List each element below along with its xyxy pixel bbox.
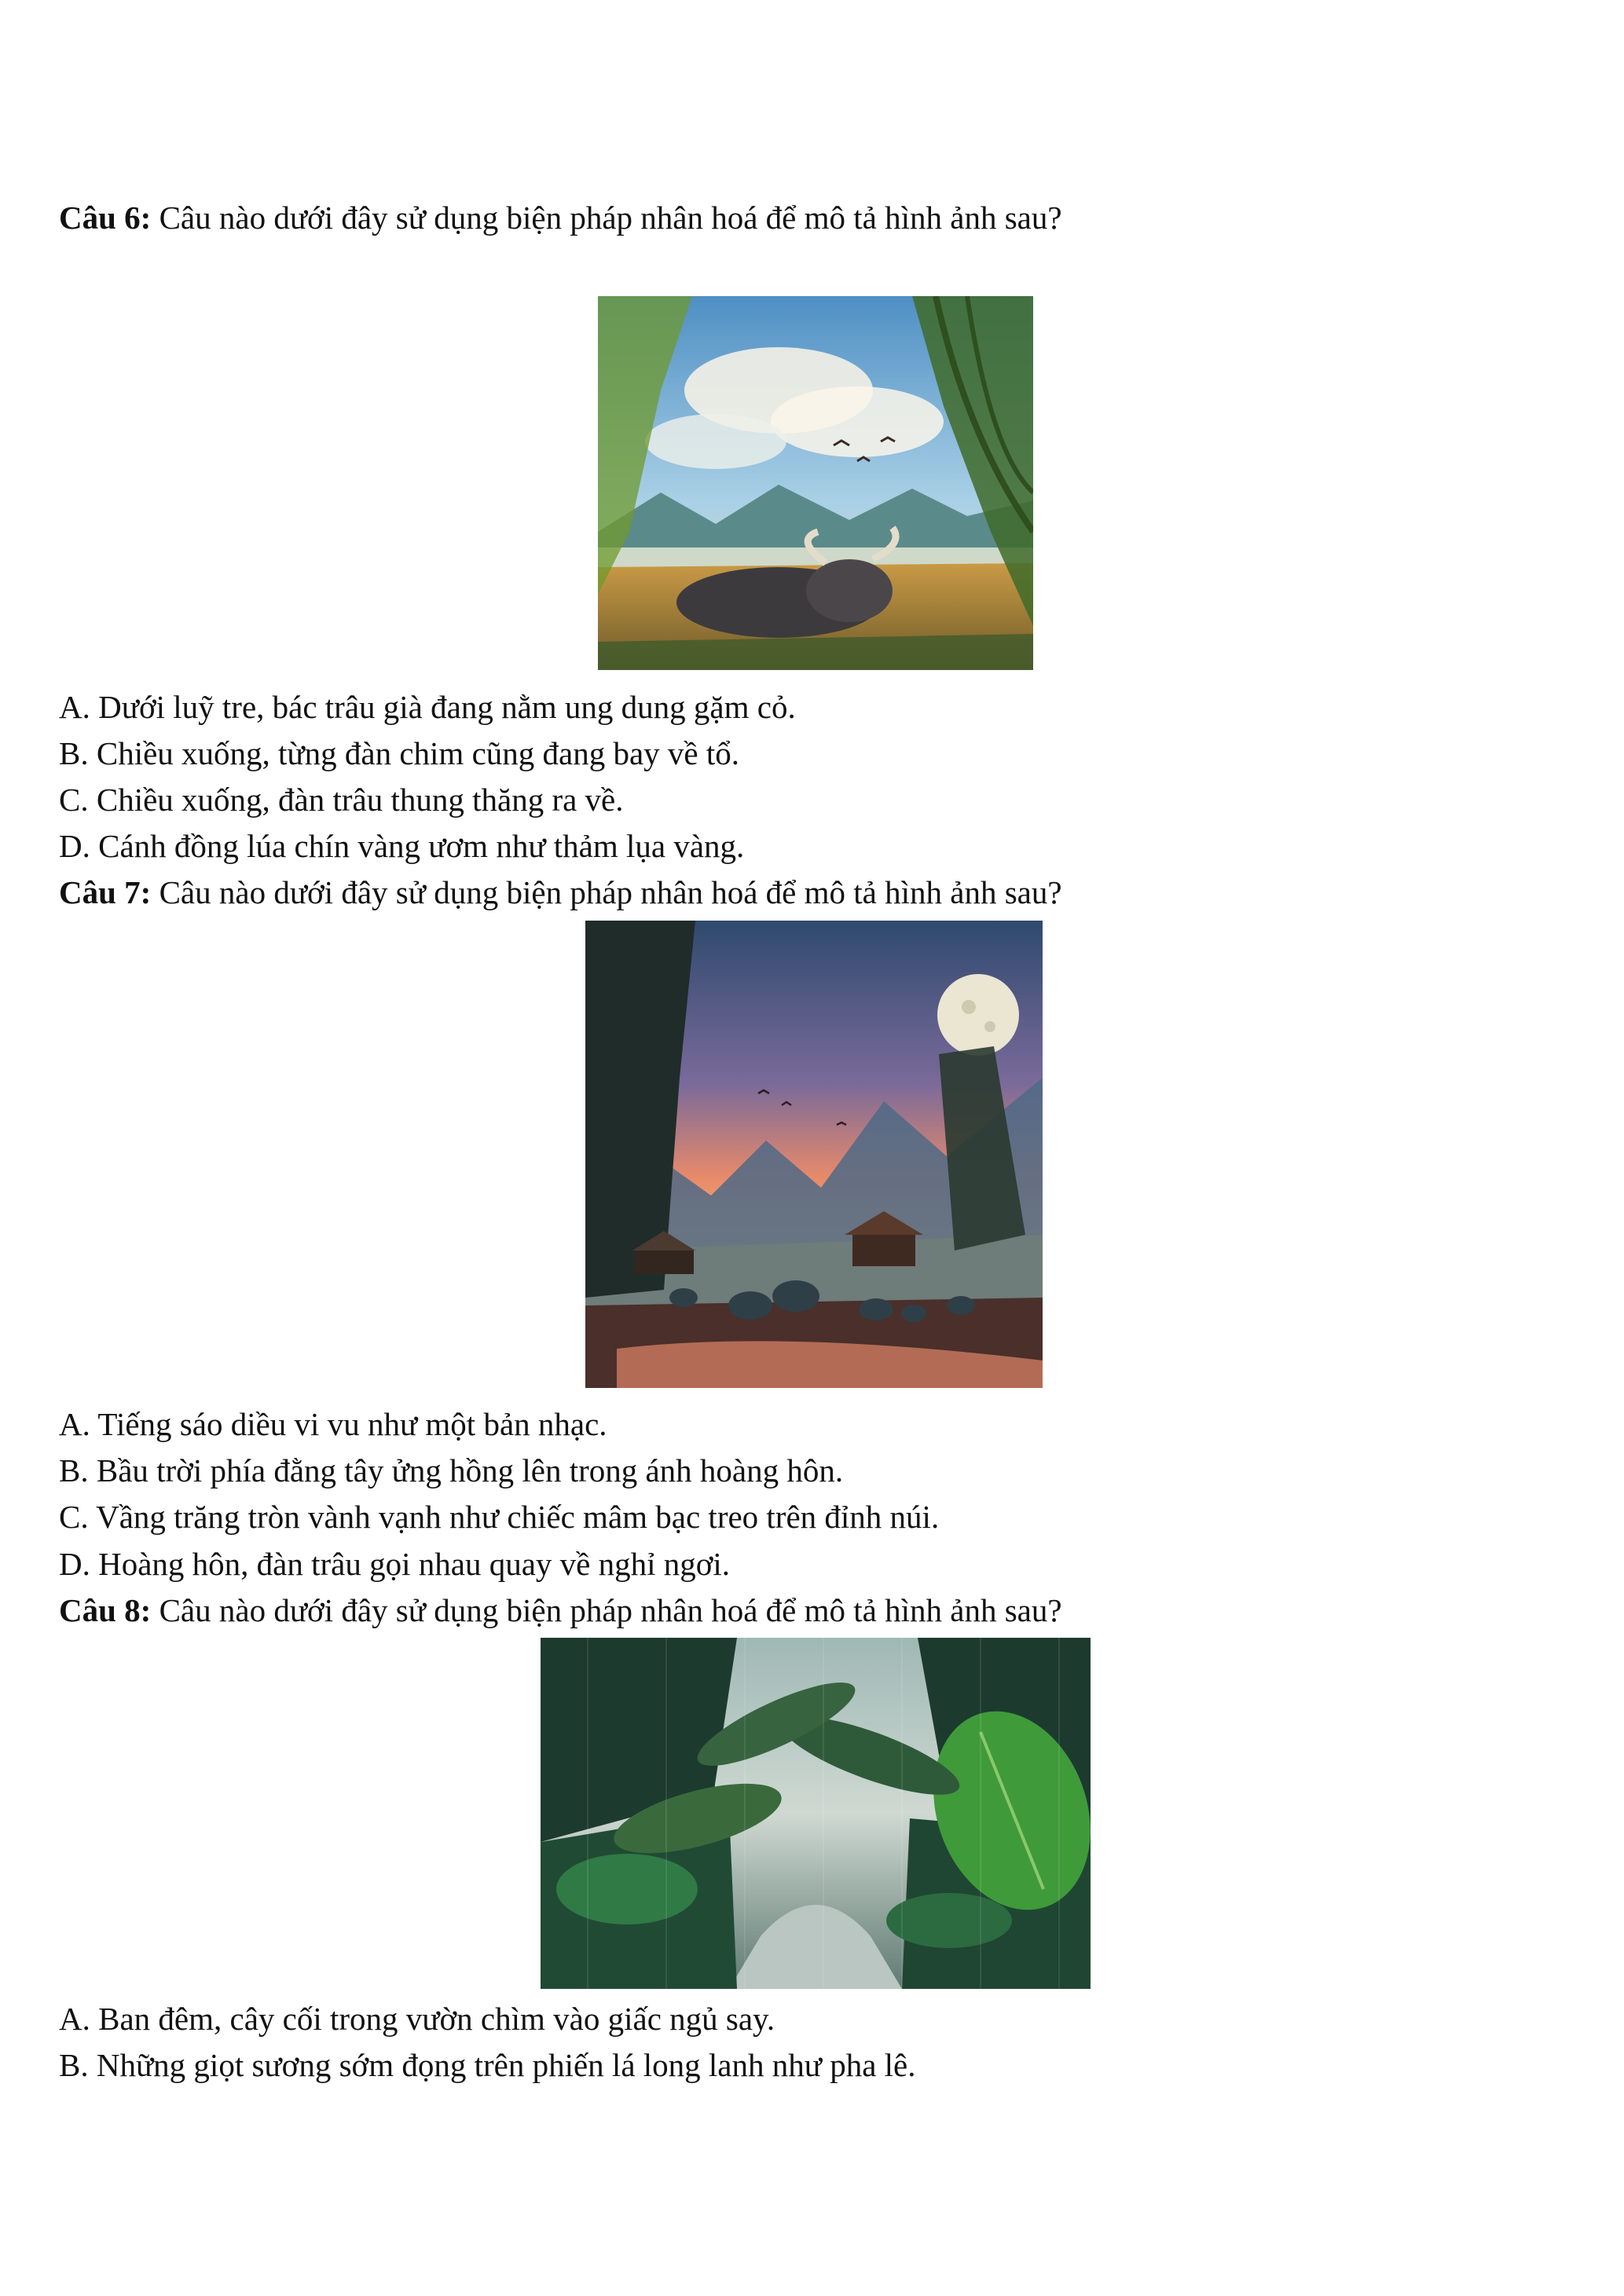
question-7-option-b: B. Bầu trời phía đằng tây ửng hồng lên trong ánh hoàng hôn.: [59, 1452, 844, 1489]
question-6-option-b: B. Chiều xuống, từng đàn chim cũng đang bay về tổ.: [59, 735, 740, 771]
question-8-option-b: B. Những giọt sương sớm đọng trên phiến lá long lanh như pha lê.: [59, 2047, 916, 2083]
question-7-number: Câu 7:: [59, 874, 152, 910]
question-7-option-d: D. Hoàng hôn, đàn trâu gọi nhau quay về nghỉ ngơi.: [59, 1546, 731, 1582]
buffalo-sunset-moon-image: [585, 921, 1043, 1388]
question-6-prompt: Câu nào dưới đây sử dụng biện pháp nhân hoá để mô tả hình ảnh sau?: [151, 200, 1062, 236]
buffalo-resting-image: [598, 296, 1033, 670]
question-7-heading: [59, 873, 1062, 912]
question-6-option-d: D. Cánh đồng lúa chín vàng ươm như thảm lụa vàng.: [59, 828, 745, 864]
question-7-option-a: A. Tiếng sáo diều vi vu như một bản nhạc.: [59, 1406, 607, 1442]
question-8-heading: [59, 1591, 1062, 1630]
question-6-number: Câu 6:: [59, 200, 152, 236]
question-8-number: Câu 8:: [59, 1592, 152, 1628]
question-6-option-a: A. Dưới luỹ tre, bác trâu già đang nằm ung dung gặm cỏ.: [59, 689, 796, 725]
question-7-prompt: Câu nào dưới đây sử dụng biện pháp nhân hoá để mô tả hình ảnh sau?: [151, 874, 1062, 910]
question-8-prompt: Câu nào dưới đây sử dụng biện pháp nhân hoá để mô tả hình ảnh sau?: [151, 1592, 1062, 1628]
question-7-option-c: C. Vầng trăng tròn vành vạnh như chiếc mâm bạc treo trên đỉnh núi.: [59, 1499, 940, 1535]
question-8-option-a: A. Ban đêm, cây cối trong vườn chìm vào giấc ngủ say.: [59, 2001, 775, 2037]
question-6-heading: [59, 198, 1062, 237]
rainforest-rain-image: [541, 1638, 1091, 1989]
question-6-option-c: C. Chiều xuống, đàn trâu thung thăng ra về.: [59, 782, 624, 818]
